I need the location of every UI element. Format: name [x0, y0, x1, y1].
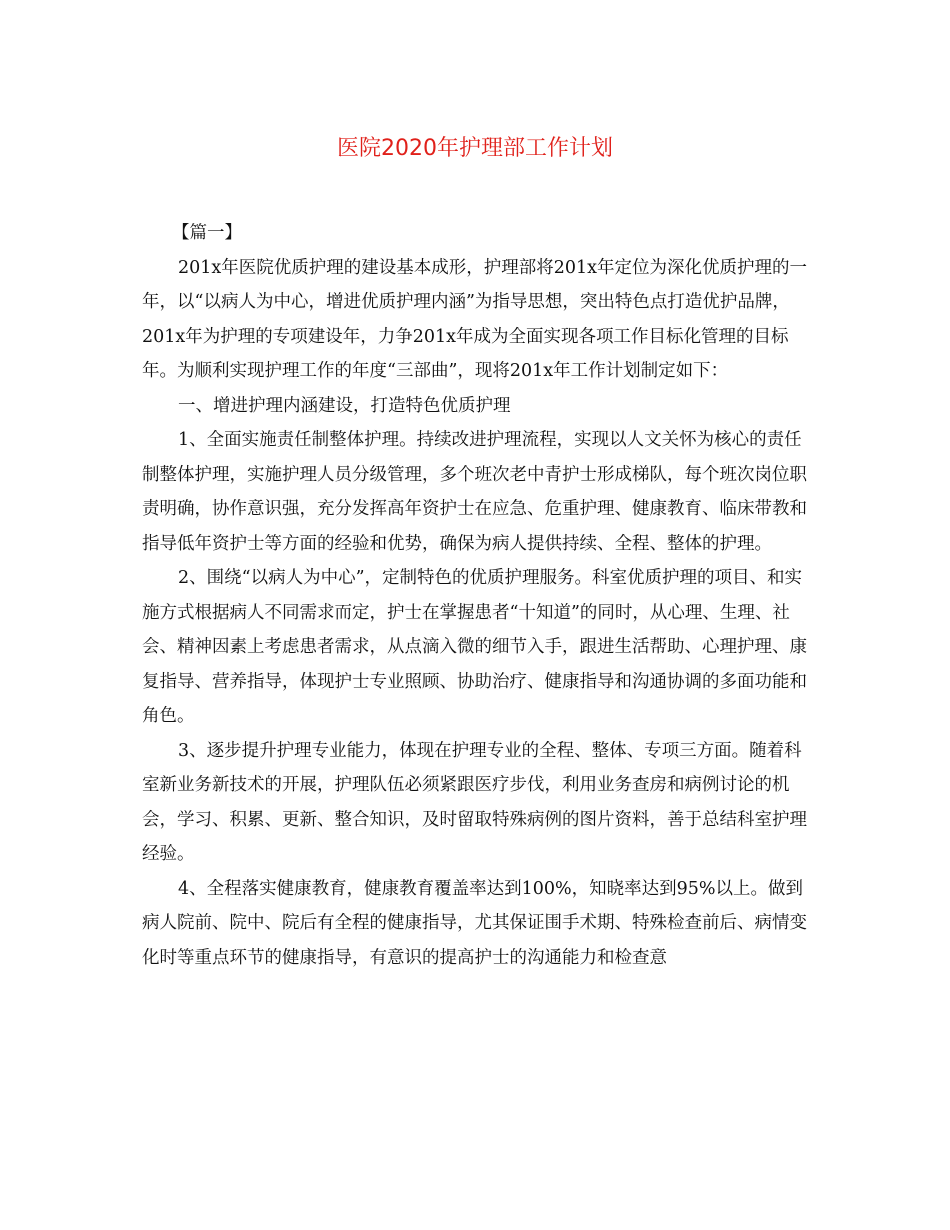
- section-label: 【篇一】: [172, 223, 242, 243]
- document-title: 医院2020年护理部工作计划: [337, 136, 613, 161]
- document-body: [142, 216, 814, 975]
- intro-paragraph: 201x年医院优质护理的建设基本成形，护理部将201x年定位为深化优质护理的一年，以“以病人为中心，增进优质护理内涵”为指导思想，突出特色点打造优护品牌，201x年为护理的专项建设年，力争201x年成为全面实现各项工作目标化管理的目标年。为顺利实现护理工作的年度“三部曲”，现将201x年工作计划制定如下：: [142, 257, 808, 381]
- section-heading-1: 一、增进护理内涵建设，打造特色优质护理: [178, 395, 511, 416]
- item-paragraph-4: 4、全程落实健康教育，健康教育覆盖率达到100%，知晓率达到95%以上。做到病人院前、院中、院后有全程的健康指导，尤其保证围手术期、特殊检查前后、病情变化时等重点环节的健康指导，有意识的提高护士的沟通能力和检查意: [142, 878, 807, 968]
- item-paragraph-2: 2、围绕“以病人为中心”，定制特色的优质护理服务。科室优质护理的项目、和实施方式根据病人不同需求而定，护士在掌握患者“十知道”的同时，从心理、生理、社会、精神因素上考虑患者需求，从点滴入微的细节入手，跟进生活帮助、心理护理、康复指导、营养指导，体现护士专业照顾、协助治疗、健康指导和沟通协调的多面功能和角色。: [142, 568, 807, 726]
- item-paragraph-3: 3、逐步提升护理专业能力，体现在护理专业的全程、整体、专项三方面。随着科室新业务新技术的开展，护理队伍必须紧跟医疗步伐，利用业务查房和病例讨论的机会，学习、积累、更新、整合知识，及时留取特殊病例的图片资料，善于总结科室护理经验。: [142, 740, 807, 864]
- item-paragraph-1: 1、全面实施责任制整体护理。持续改进护理流程，实现以人文关怀为核心的责任制整体护理，实施护理人员分级管理，多个班次老中青护士形成梯队，每个班次岗位职责明确，协作意识强，充分发挥高年资护士在应急、危重护理、健康教育、临床带教和指导低年资护士等方面的经验和优势，确保为病人提供持续、全程、整体的护理。: [142, 430, 807, 554]
